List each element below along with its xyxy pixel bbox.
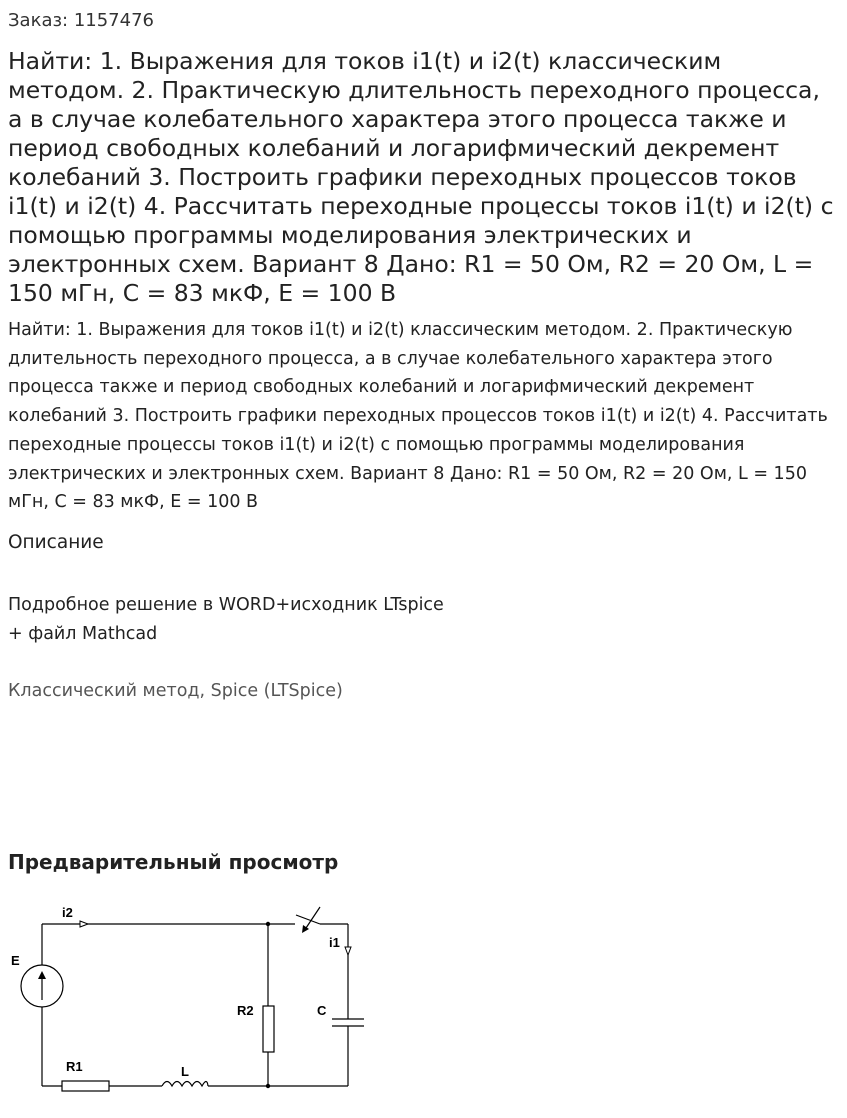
- source-arrowhead: [38, 971, 46, 979]
- task-title: Найти: 1. Выражения для токов i1(t) и i2(t) классическим методом. 2. Практическую длительность переходного процесса, а в случае колебательного характера этого процесса также и период свободных колебаний и логарифмический декремент колебаний 3. Построить графики переходных процессов токов i1(t) и i2(t) 4. Рассчитать переходные процессы токов i1(t) и i2(t) с помощью программы моделирования электрических и электронных схем. Вариант 8 Дано: R1 = 50 Ом, R2 = 20 Ом, L = 150 мГн, С = 83 мкФ, Е = 100 В: [8, 47, 834, 307]
- label-E: E: [11, 953, 20, 968]
- description-line: + файл Mathcad: [8, 624, 158, 644]
- circuit-diagram: [0, 895, 380, 1105]
- switch-blade: [296, 915, 320, 924]
- switch-arrowhead: [302, 925, 309, 933]
- current-arrow-i1: [345, 947, 351, 955]
- label-i2: i2: [62, 905, 73, 920]
- resistor-R2: [263, 1006, 274, 1052]
- description-details: [8, 591, 608, 649]
- label-C: C: [317, 1003, 327, 1018]
- label-R1: R1: [66, 1059, 83, 1074]
- tags-line[interactable]: Классический метод, Spice (LTSpice): [8, 681, 343, 701]
- description-heading: Описание: [8, 532, 104, 553]
- task-summary: Найти: 1. Выражения для токов i1(t) и i2(t) классическим методом. 2. Практическую длительность переходного процесса, а в случае колебательного характера этого процесса также и период свободных колебаний и логарифмический декремент колебаний 3. Построить графики переходных процессов токов i1(t) и i2(t) 4. Рассчитать переходные процессы токов i1(t) и i2(t) с помощью программы моделирования электрических и электронных схем. Вариант 8 Дано: R1 = 50 Ом, R2 = 20 Ом, L = 150 мГн, С = 83 мкФ, Е = 100 В: [8, 320, 828, 513]
- label-i1: i1: [329, 935, 340, 950]
- label-L: L: [181, 1064, 189, 1079]
- current-arrow-i2: [80, 921, 88, 927]
- junction-dot: [266, 1084, 270, 1088]
- resistor-R1: [62, 1081, 109, 1091]
- preview-heading: Предварительный просмотр: [8, 850, 339, 874]
- inductor-L: [162, 1082, 208, 1087]
- circuit-preview-image: [0, 895, 380, 1105]
- order-number: Заказ: 1157476: [8, 10, 154, 31]
- label-R2: R2: [237, 1003, 254, 1018]
- junction-dot: [266, 922, 270, 926]
- description-line: Подробное решение в WORD+исходник LTspice: [8, 595, 444, 615]
